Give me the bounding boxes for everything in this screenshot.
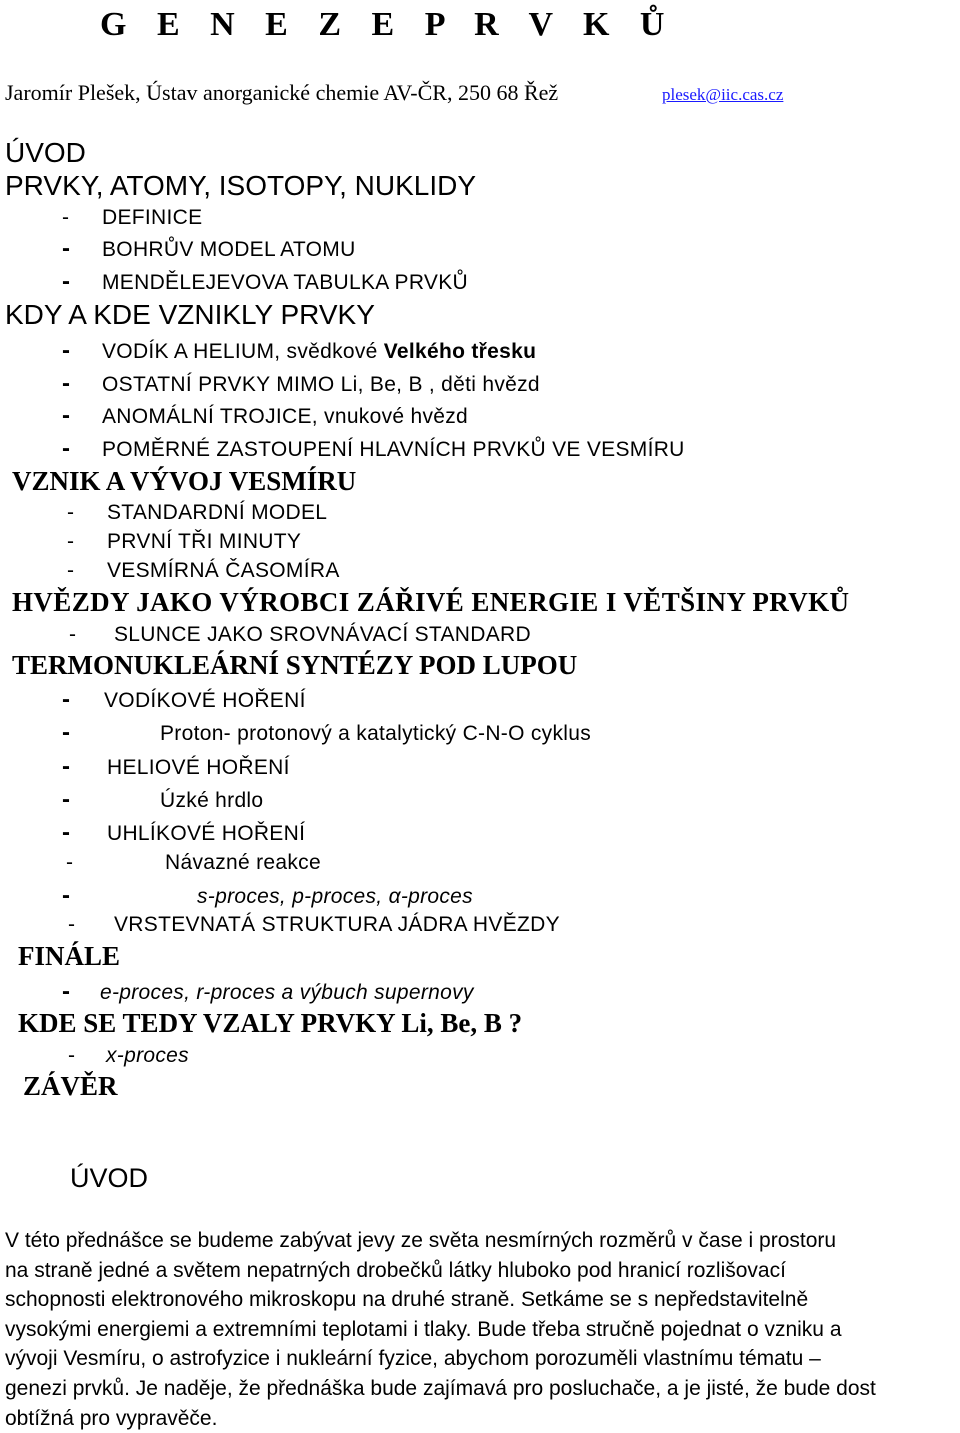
author-email-link[interactable]: plesek@iic.cas.cz	[662, 85, 784, 104]
toc-item-bohr: BOHRŮV MODEL ATOMU	[102, 238, 356, 261]
section-heading-uvod: ÚVOD	[70, 1163, 149, 1193]
toc-bullet-dash: -	[62, 719, 70, 746]
toc-item-uhlikove: UHLÍKOVÉ HOŘENÍ	[107, 822, 306, 845]
toc-bullet-dash: -	[62, 235, 70, 262]
toc-item-heliove: HELIOVÉ HOŘENÍ	[107, 756, 290, 779]
author-line: Jaromír Plešek, Ústav anorganické chemie AV-ČR, 250 68 Řež	[5, 80, 559, 105]
toc-heading-hvezdy: HVĚZDY JAKO VÝROBCI ZÁŘIVÉ ENERGIE I VĚTŠINY PRVKŮ	[12, 587, 850, 617]
toc-bullet-dash: -	[67, 559, 74, 582]
toc-item-ostatni: OSTATNÍ PRVKY MIMO Li, Be, B , děti hvězd	[102, 373, 540, 396]
toc-item-sproces: s-proces, p-proces, α-proces	[197, 885, 473, 908]
toc-bullet-dash: -	[68, 913, 75, 936]
toc-item-xproces: x-proces	[106, 1044, 189, 1067]
toc-item-slunce: SLUNCE JAKO SROVNÁVACÍ STANDARD	[114, 623, 531, 646]
paragraph-line: genezi prvků. Je naděje, že přednáška bude zajímavá pro posluchače, a je jisté, že bude dost	[5, 1376, 876, 1400]
toc-bullet-dash: -	[62, 819, 70, 846]
document-title: G E N E Z E P R V K Ů	[100, 6, 676, 43]
toc-heading-uvod: ÚVOD	[5, 137, 86, 168]
toc-item-prvni: PRVNÍ TŘI MINUTY	[107, 530, 302, 553]
toc-bullet-dash: -	[62, 753, 70, 780]
toc-bullet-dash: -	[62, 435, 70, 462]
toc-bullet-dash: -	[62, 402, 70, 429]
toc-item-navazne: Návazné reakce	[165, 851, 321, 874]
toc-bullet-dash: -	[62, 686, 70, 713]
toc-item-standardni: STANDARDNÍ MODEL	[107, 501, 328, 524]
toc-heading-prvky: PRVKY, ATOMY, ISOTOPY, NUKLIDY	[5, 170, 477, 201]
paragraph-line: obtížná pro vypravěče.	[5, 1406, 218, 1430]
toc-bullet-dash: -	[62, 206, 69, 229]
toc-bullet-dash: -	[66, 851, 73, 874]
toc-bullet-dash: -	[62, 978, 70, 1005]
toc-bullet-dash: -	[68, 1044, 75, 1067]
toc-item-pomerne: POMĚRNÉ ZASTOUPENÍ HLAVNÍCH PRVKŮ VE VESMÍRU	[102, 438, 685, 461]
toc-heading-finale: FINÁLE	[18, 941, 121, 971]
toc-heading-zaver: ZÁVĚR	[23, 1071, 118, 1101]
toc-item-vrstevnata: VRSTEVNATÁ STRUKTURA JÁDRA HVĚZDY	[114, 913, 560, 936]
toc-item-vodikove: VODÍKOVÉ HOŘENÍ	[104, 689, 306, 712]
toc-bullet-dash: -	[69, 623, 76, 646]
paragraph-line: V této přednášce se budeme zabývat jevy ze světa nesmírných rozměrů v čase i prostoru	[5, 1229, 837, 1252]
paragraph-line: vývoji Vesmíru, o astrofyzice i nukleární fyzice, abychom porozuměli vlastnímu tématu –	[5, 1347, 821, 1371]
toc-bullet-dash: -	[62, 882, 70, 909]
toc-item-anomalni: ANOMÁLNÍ TROJICE, vnukové hvězd	[102, 405, 469, 428]
toc-heading-vznik: VZNIK A VÝVOJ VESMÍRU	[12, 466, 357, 496]
toc-bullet-dash: -	[62, 268, 70, 295]
toc-item-proton: Proton- protonový a katalytický C-N-O cyklus	[160, 722, 591, 745]
toc-item-uzke: Úzké hrdlo	[160, 789, 264, 812]
paragraph-line: schopnosti elektronového mikroskopu na druhé straně. Setkáme se s nepředstavitelně	[5, 1288, 809, 1312]
toc-item-definice: DEFINICE	[102, 206, 203, 229]
toc-bullet-dash: -	[62, 370, 70, 397]
toc-heading-termo: TERMONUKLEÁRNÍ SYNTÉZY POD LUPOU	[12, 650, 578, 680]
paragraph-line: na straně jedné a světem nepatrných drobečků látky hluboko pod hranicí rozlišovací	[5, 1258, 786, 1282]
toc-bullet-dash: -	[62, 786, 70, 813]
toc-bullet-dash: -	[67, 530, 74, 553]
toc-item-casomira: VESMÍRNÁ ČASOMÍRA	[107, 559, 340, 582]
toc-heading-kdy: KDY A KDE VZNIKLY PRVKY	[5, 299, 375, 330]
toc-heading-kde: KDE SE TEDY VZALY PRVKY Li, Be, B ?	[18, 1008, 523, 1038]
paragraph-line: vysokými energiemi a extremními teplotami i tlaky. Bude třeba stručně pojednat o vzniku a	[5, 1317, 842, 1341]
toc-bullet-dash: -	[62, 337, 70, 364]
intro-paragraph	[5, 1226, 955, 1433]
toc-item-eproces: e-proces, r-proces a výbuch supernovy	[100, 981, 474, 1004]
toc-item-mendelejev: MENDĚLEJEVOVA TABULKA PRVKŮ	[102, 271, 469, 294]
toc-item-vodik: VODÍK A HELIUM, svědkové Velkého třesku	[102, 340, 537, 363]
toc-bullet-dash: -	[67, 501, 74, 524]
